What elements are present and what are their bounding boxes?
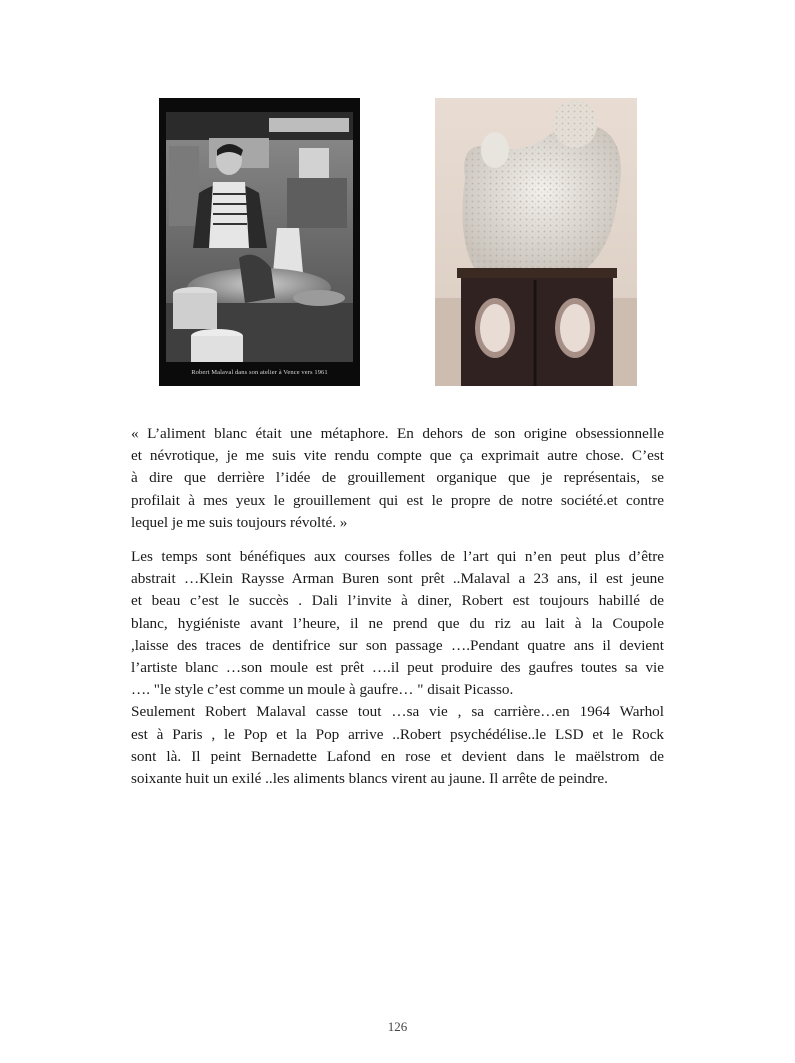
quote-line: « L’aliment blanc était une métaphore. En dehors de son origine obsessionnelle bbox=[131, 425, 664, 442]
quote-line: à dire que derrière l’idée de grouillement organique que je représentais, se bbox=[131, 469, 664, 487]
photo-white-sculpture-on-cabinet bbox=[435, 98, 637, 386]
body-line: abstrait …Klein Raysse Arman Buren sont prêt ..Malaval a 23 ans, il est jeune bbox=[131, 570, 664, 588]
body-line: et beau c’est le succès . Dali l’invite à diner, Robert est toujours habillé de bbox=[131, 592, 664, 610]
body-line: sont là. Il peint Bernadette Lafond en rose et devient dans le maëlstrom de bbox=[131, 747, 664, 765]
quote-line: profilait à mes yeux le grouillement qui est le propre de notre société.et contre bbox=[131, 491, 664, 509]
quote-line: lequel je me suis toujours révolté. » bbox=[131, 513, 348, 531]
photo-caption: Robert Malaval dans son atelier à Vence vers 1961 bbox=[191, 369, 328, 376]
body-line: ,laisse des traces de dentifrice sur son passage ….Pendant quatre ans il devient bbox=[131, 636, 664, 654]
body-line: l’artiste blanc …son moule est prêt ….il peut produire des gaufres toutes sa vie bbox=[131, 659, 664, 677]
body-line: est à Paris , le Pop et la Pop arrive ..Robert psychédélise..le LSD et le Rock bbox=[131, 725, 664, 743]
photo-artist-in-studio-image bbox=[159, 98, 360, 386]
photo-sculpture-image bbox=[435, 98, 637, 386]
body-line: Les temps sont bénéfiques aux courses folles de l’art qui n’en peut plus d’être bbox=[131, 548, 664, 565]
quote-paragraph bbox=[131, 423, 664, 534]
body-line: …. "le style c’est comme un moule à gaufre… " disait Picasso. bbox=[131, 681, 514, 699]
body-line: Seulement Robert Malaval casse tout …sa vie , sa carrière…en 1964 Warhol bbox=[131, 703, 664, 721]
body-paragraph bbox=[131, 546, 664, 790]
quote-line: et névrotique, je me suis vite rendu compte que ça exprimait autre chose. C’est bbox=[131, 447, 664, 465]
page-number: 126 bbox=[387, 1019, 408, 1034]
body-line: blanc, hygiéniste avant l’heure, il ne prend que du riz au lait à la Coupole bbox=[131, 614, 664, 632]
body-line: soixante huit un exilé ..les aliments blancs virent au jaune. Il arrête de peindre. bbox=[131, 770, 608, 788]
photo-artist-in-studio bbox=[159, 98, 360, 386]
